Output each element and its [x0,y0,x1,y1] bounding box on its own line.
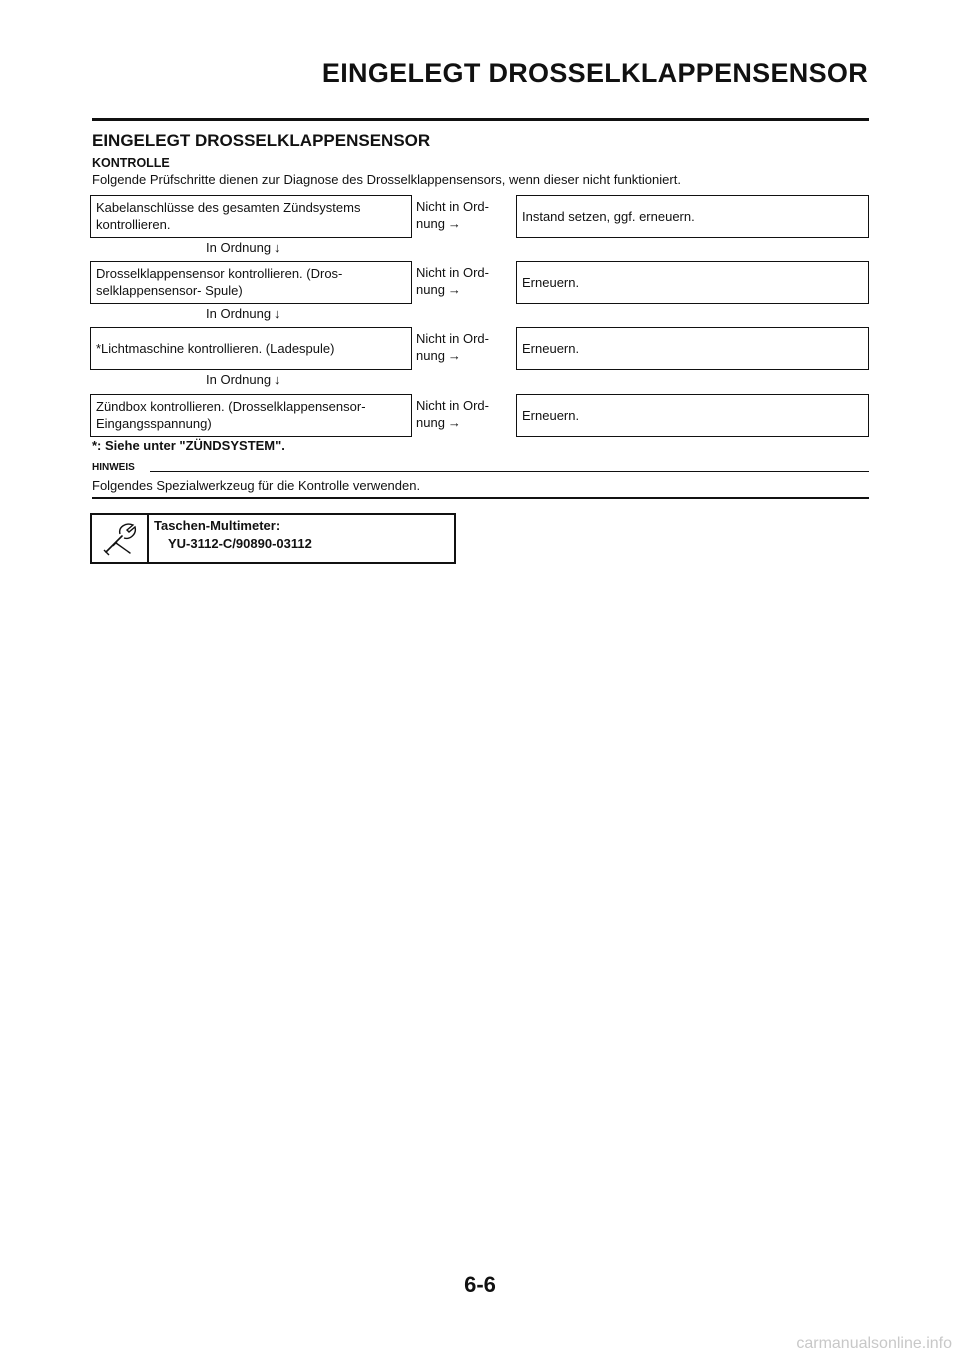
check-line: Eingangsspannung) [96,416,212,431]
nok-line: Nicht in Ord- [416,265,489,280]
check-line: kontrollieren. [96,217,171,232]
nok-label-3 [416,330,516,364]
result-box-4 [516,394,869,437]
section-title: EINGELEGT DROSSELKLAPPENSENSOR [92,131,431,150]
intro-text: Folgende Prüfschritte dienen zur Diagnose des Drosselklappensensors, wenn dieser nicht funktioniert. [92,172,681,187]
result-text: Instand setzen, ggf. erneuern. [522,209,695,224]
ok-text: In Ordnung [206,306,272,321]
subsection-title: KONTROLLE [92,156,170,170]
note-text: Folgendes Spezialwerkzeug für die Kontrolle verwenden. [92,478,421,493]
nok-line: Nicht in Ord- [416,199,489,214]
check-line: selklappensensor- Spule) [96,283,243,298]
nok-line: Nicht in Ord- [416,331,489,346]
nok-label-2 [416,264,516,298]
arrow-down-icon: ↓ [274,372,281,387]
watermark: carmanualsonline.info [796,1335,952,1352]
special-tool-box [90,513,456,564]
tool-icon-cell [92,515,149,562]
check-line: Zündbox kontrollieren. (Drosselklappensensor- [96,399,366,414]
check-box-3 [90,327,412,370]
arrow-right-icon: → [447,282,461,297]
result-box-1 [516,195,869,238]
nok-line: nung [416,415,445,430]
result-text: Erneuern. [522,341,580,356]
wrench-icon [100,519,140,559]
arrow-right-icon: → [447,348,461,363]
tool-name: Taschen-Multimeter: [154,518,281,533]
arrow-right-icon: → [447,415,461,430]
nok-label-1 [416,198,516,232]
result-text: Erneuern. [522,408,580,423]
ok-label-1 [206,240,281,255]
nok-line: nung [416,348,445,363]
nok-line: Nicht in Ord- [416,398,489,413]
note-rule-top [150,471,869,472]
check-box-1 [90,195,412,238]
arrow-right-icon: → [447,216,461,231]
result-box-3 [516,327,869,370]
arrow-down-icon: ↓ [274,306,281,321]
result-text: Erneuern. [522,275,580,290]
note-rule-bottom [92,497,869,499]
nok-label-4 [416,397,516,431]
check-line: Kabelanschlüsse des gesamten Zündsystems [96,200,361,215]
tool-text-cell [149,515,317,562]
check-line: *Lichtmaschine kontrollieren. (Ladespule) [96,341,335,356]
footnote: *: Siehe unter "ZÜNDSYSTEM". [92,438,285,453]
header-rule [92,118,869,121]
ok-text: In Ordnung [206,240,272,255]
check-box-4 [90,394,412,437]
note-label: HINWEIS [92,462,141,473]
check-box-2 [90,261,412,304]
page-number: 6-6 [464,1272,496,1297]
nok-line: nung [416,282,445,297]
result-box-2 [516,261,869,304]
ok-label-2 [206,306,281,321]
ok-label-3 [206,372,281,387]
nok-line: nung [416,216,445,231]
page-header-title: EINGELEGT DROSSELKLAPPENSENSOR [321,58,868,88]
tool-number: YU-3112-C/90890-03112 [168,536,312,551]
arrow-down-icon: ↓ [274,240,281,255]
ok-text: In Ordnung [206,372,272,387]
check-line: Drosselklappensensor kontrollieren. (Dros- [96,266,343,281]
